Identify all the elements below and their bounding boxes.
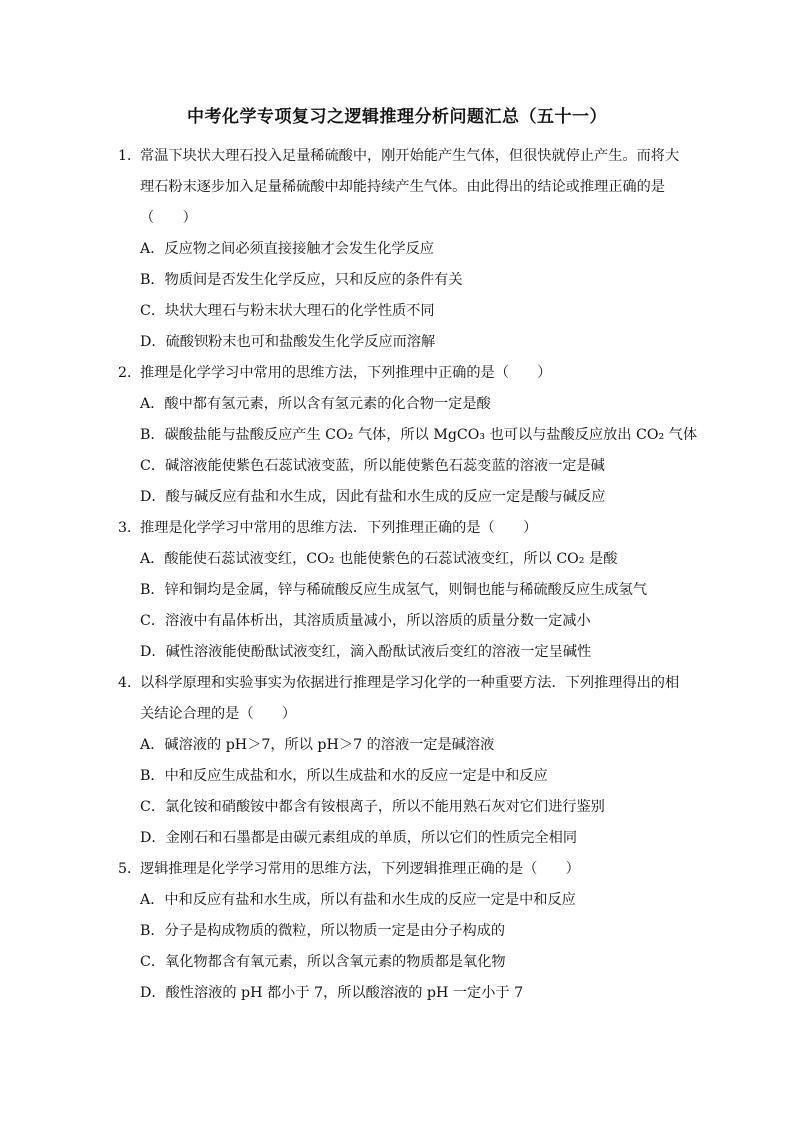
question-3-option-a: A．酸能使石蕊试液变红，CO₂ 也能使紫色的石蕊试液变红，所以 CO₂ 是酸 [140, 551, 618, 567]
question-1-option-c: C．块状大理石与粉末状大理石的化学性质不同 [140, 303, 435, 319]
question-3-option-d: D．碱性溶液能使酚酞试液变红，滴入酚酞试液后变红的溶液一定呈碱性 [140, 644, 592, 660]
question-1-option-d: D．硫酸钡粉末也可和盐酸发生化学反应而溶解 [140, 334, 436, 350]
question-2-text: 推理是化学学习中常用的思维方法，下列推理中正确的是（ ） [140, 365, 552, 381]
question-1-line-2: 理石粉末逐步加入足量稀硫酸中却能持续产生气体。由此得出的结论或推理正确的是 [140, 179, 665, 195]
question-3-line-1 [118, 518, 678, 538]
question-4-line-2: 关结论合理的是（ ） [140, 706, 297, 722]
question-3-option-b: B．锌和铜均是金属，锌与稀硫酸反应生成氢气，则铜也能与稀硫酸反应生成氢气 [140, 582, 647, 598]
question-5-option-d: D．酸性溶液的 pH 都小于 7，所以酸溶液的 pH 一定小于 7 [140, 985, 524, 1001]
question-2-number: 2． [118, 365, 142, 381]
question-5-option-a: A．中和反应有盐和水生成，所以有盐和水生成的反应一定是中和反应 [140, 892, 576, 908]
question-4-line-1 [118, 673, 678, 693]
question-4-number: 4． [118, 675, 142, 691]
question-2-option-c: C．碱溶液能使紫色石蕊试液变蓝，所以能使紫色石蕊变蓝的溶液一定是碱 [140, 458, 605, 474]
question-2-line-1 [118, 363, 678, 383]
question-4-option-d: D．金刚石和石墨都是由碳元素组成的单质，所以它们的性质完全相同 [140, 830, 578, 846]
question-5-number: 5． [118, 861, 142, 877]
question-1-line-1 [118, 146, 678, 166]
question-5-option-b: B．分子是构成物质的微粒，所以物质一定是由分子构成的 [140, 923, 506, 939]
question-1-text: 常温下块状大理石投入足量稀硫酸中，刚开始能产生气体，但很快就停止产生。而将大 [140, 148, 680, 164]
question-4-text: 以科学原理和实验事实为依据进行推理是学习化学的一种重要方法．下列推理得出的相 [140, 675, 680, 691]
question-5-option-c: C．氧化物都含有氧元素，所以含氧元素的物质都是氧化物 [140, 954, 506, 970]
question-3-text: 推理是化学学习中常用的思维方法．下列推理正确的是（ ） [140, 520, 538, 536]
question-2-option-b: B．碳酸盐能与盐酸反应产生 CO₂ 气体，所以 MgCO₃ 也可以与盐酸反应放出 CO₂ 气体 [140, 427, 698, 443]
question-5-text: 逻辑推理是化学学习常用的思维方法，下列逻辑推理正确的是（ ） [140, 861, 580, 877]
question-2-option-d: D．酸与碱反应有盐和水生成，因此有盐和水生成的反应一定是酸与碱反应 [140, 489, 606, 505]
page-title: 中考化学专项复习之逻辑推理分析问题汇总（五十一） [187, 107, 607, 127]
question-4-option-a: A．碱溶液的 pH＞7，所以 pH＞7 的溶液一定是碱溶液 [140, 737, 495, 753]
question-1-number: 1． [118, 148, 142, 164]
question-4-option-b: B．中和反应生成盐和水，所以生成盐和水的反应一定是中和反应 [140, 768, 548, 784]
question-1-option-a: A．反应物之间必须直接接触才会发生化学反应 [140, 241, 434, 257]
question-3-option-c: C．溶液中有晶体析出，其溶质质量减小，所以溶质的质量分数一定减小 [140, 613, 591, 629]
question-1-option-b: B．物质间是否发生化学反应，只和反应的条件有关 [140, 272, 463, 288]
question-1-line-3: （ ） [140, 210, 197, 226]
question-5-line-1 [118, 859, 678, 879]
question-2-option-a: A．酸中都有氢元素，所以含有氢元素的化合物一定是酸 [140, 396, 491, 412]
question-3-number: 3． [118, 520, 142, 536]
question-4-option-c: C．氯化铵和硝酸铵中都含有铵根离子，所以不能用熟石灰对它们进行鉴别 [140, 799, 605, 815]
